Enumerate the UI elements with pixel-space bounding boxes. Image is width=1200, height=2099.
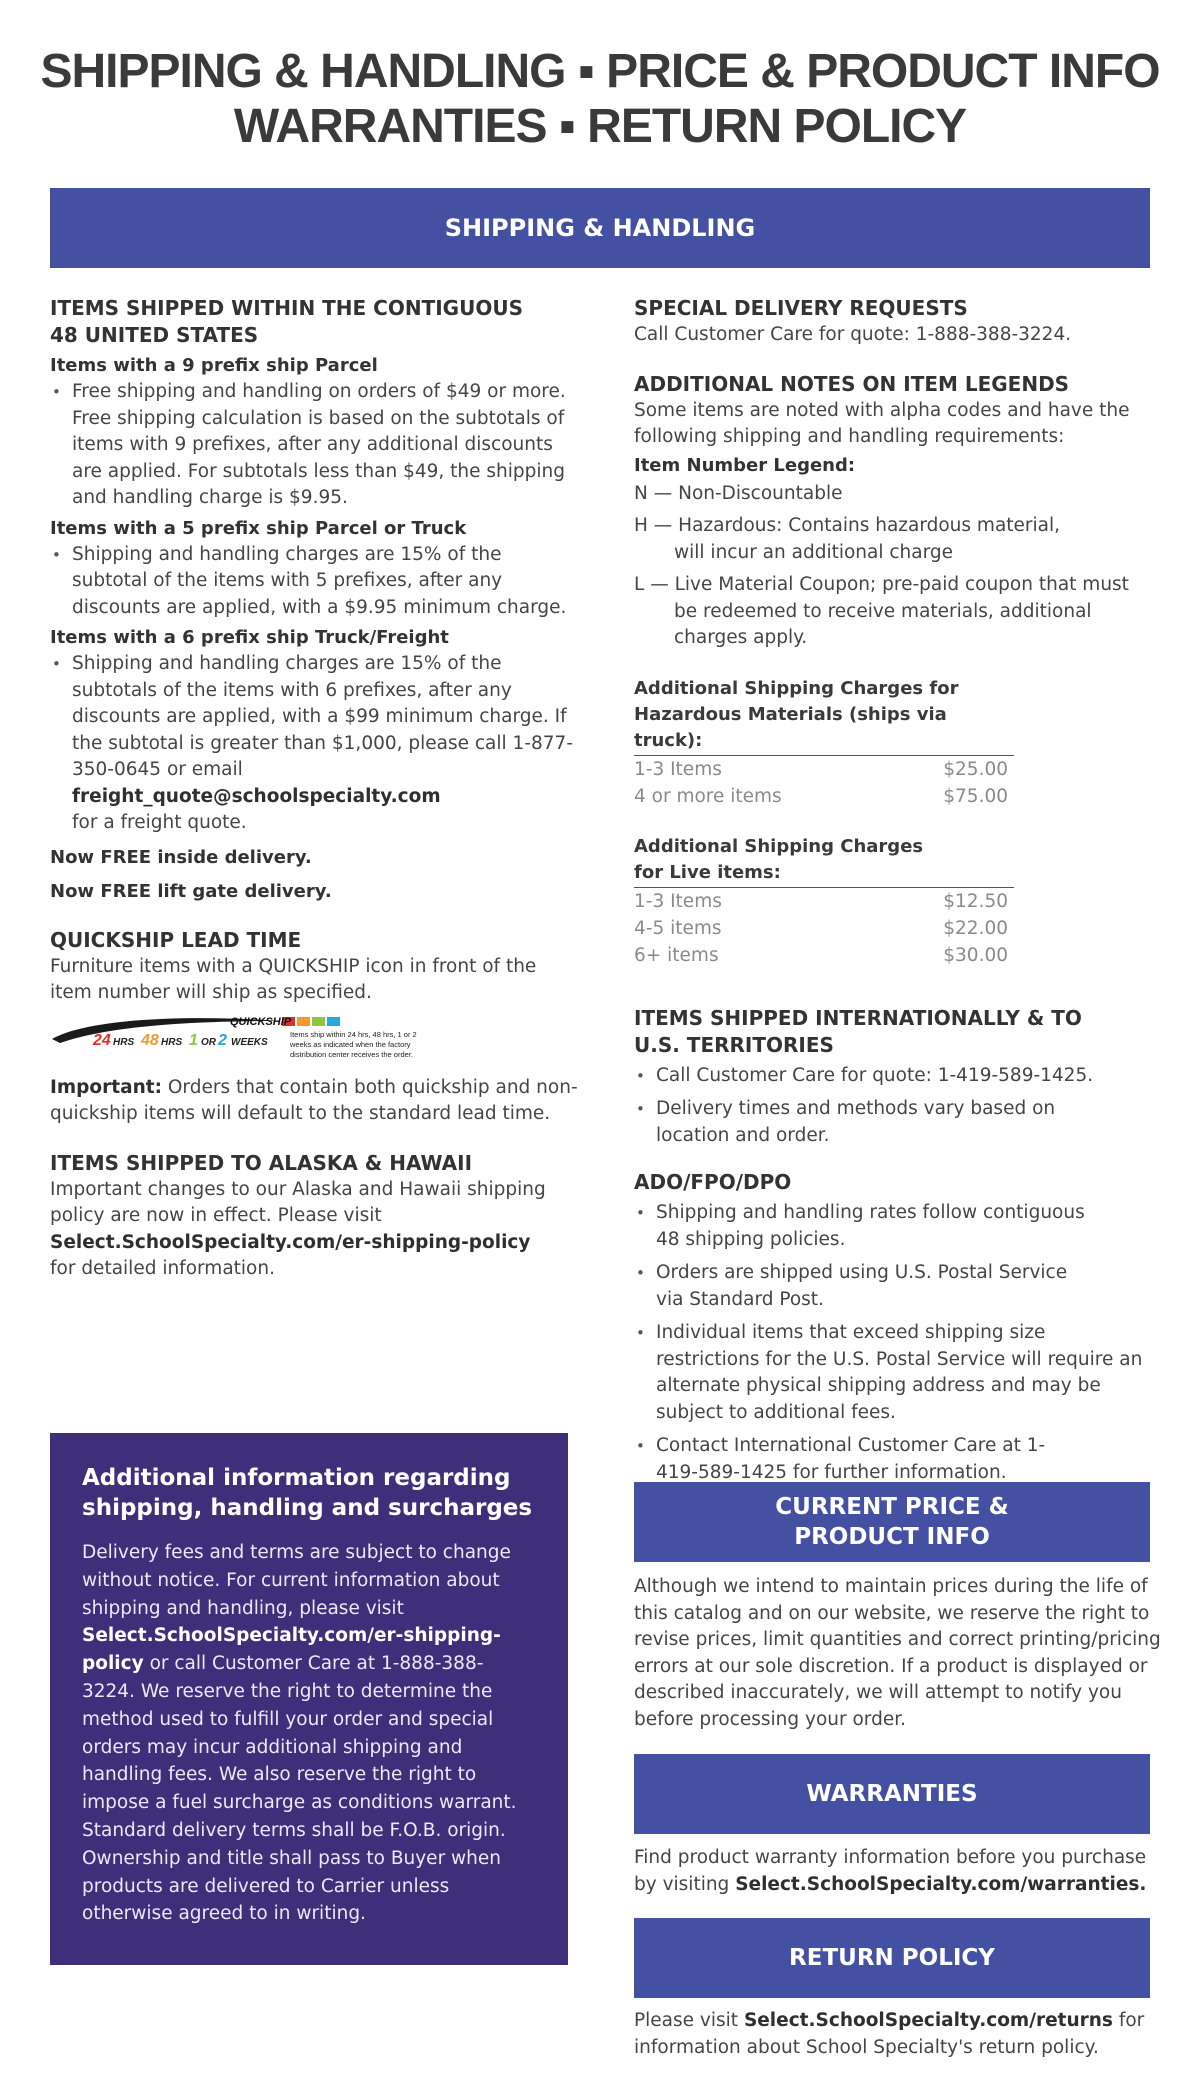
prefix5-list — [50, 542, 580, 622]
page-title-line-2: WARRANTIES ▪ RETURN POLICY — [233, 100, 967, 153]
alaska-link[interactable]: Select.SchoolSpecialty.com/er-shipping-policy — [50, 1231, 531, 1253]
legend-l: L — Live Material Coupon; pre-paid coupon that must be redeemed to receive materials, additional charges apply. — [634, 574, 1129, 648]
apo-list — [634, 1200, 1154, 1486]
live-charges-heading — [634, 834, 1014, 888]
free-inside-delivery: Now FREE inside delivery. — [50, 846, 312, 868]
alaska-text-end: for detailed information. — [50, 1258, 275, 1279]
legend-heading: Item Number Legend: — [634, 454, 856, 476]
quickship-text: Furniture items with a QUICKSHIP icon in front of the item number will ship as specified. — [50, 955, 537, 1003]
left-column — [50, 295, 580, 1283]
special-delivery-heading: SPECIAL DELIVERY REQUESTS — [634, 296, 968, 320]
row-price: $22.00 — [943, 917, 1008, 939]
prefix9-list — [50, 379, 580, 512]
quickship-note-2: weeks as indicated when the factory — [290, 1039, 411, 1049]
row-price: $12.50 — [943, 890, 1008, 912]
contiguous-heading-line-1: ITEMS SHIPPED WITHIN THE CONTIGUOUS — [50, 296, 523, 320]
row-label: 4 or more items — [634, 785, 782, 807]
warranties-link[interactable]: Select.SchoolSpecialty.com/warranties. — [735, 1873, 1147, 1895]
alaska-hawaii-text — [50, 1177, 580, 1283]
quickship-logo-word: QUICKSHIP — [230, 1015, 292, 1028]
freight-email-link[interactable]: freight_quote@schoolspecialty.com — [72, 785, 441, 807]
warranties-text — [634, 1845, 1174, 1898]
row-price: $30.00 — [943, 944, 1008, 966]
prefix9-bullet: • Free shipping and handling on orders of $49 or more. Free shipping calculation is based on the subtotals of items with 9 prefixes, after any additional discounts are applied. For subtotals less than $49, the shipping and handling charge is $9.95. — [50, 379, 580, 512]
contiguous-heading — [50, 295, 580, 349]
quickship-hrs-1: HRS — [113, 1036, 135, 1048]
row-label: 1-3 Items — [634, 890, 722, 912]
table-row — [634, 888, 1014, 915]
quickship-or: OR — [201, 1036, 216, 1048]
international-heading: ITEMS SHIPPED INTERNATIONALLY & TO U.S. TERRITORIES — [634, 1005, 1082, 1057]
prefix5-bullet: • Shipping and handling charges are 15% of the subtotal of the items with 5 prefixes, after any discounts are applied, with a $9.95 minimum charge. — [50, 542, 580, 622]
quickship-note-3: distribution center receives the order. — [290, 1049, 413, 1059]
hazardous-charges-heading — [634, 676, 1014, 756]
apo-heading: ADO/FPO/DPO — [634, 1170, 792, 1194]
hazardous-heading-line-2: Hazardous Materials (ships via truck): — [634, 703, 947, 751]
list-item: • Contact International Customer Care at 1-419-589-1425 for further information. — [634, 1433, 1074, 1486]
item-legends-heading: ADDITIONAL NOTES ON ITEM LEGENDS — [634, 371, 1070, 396]
surcharges-text — [82, 1539, 536, 1928]
hazardous-heading-line-1: Additional Shipping Charges for — [634, 677, 959, 699]
price-banner-line-1: CURRENT PRICE & — [775, 1494, 1009, 1520]
surcharges-text-b: or call Customer Care at 1-888-388-3224. We reserve the right to determine the method used to fulfill your order and special orders may incur additional shipping and handling fees. We also reserve the right to impose a fuel surcharge as conditions warrant. Standard delivery terms shall be F.O.B. origin. Ownership and title shall pass to Buyer when products are delivered to Carrier unless otherwise agreed to in writing. — [82, 1653, 517, 1925]
free-liftgate-delivery: Now FREE lift gate delivery. — [50, 880, 332, 902]
price-banner-line-2: PRODUCT INFO — [794, 1524, 990, 1550]
page-title — [0, 44, 1200, 154]
return-policy-text — [634, 2008, 1154, 2061]
row-label: 1-3 Items — [634, 758, 722, 780]
surcharges-heading: Additional information regarding shipping, handling and surcharges — [82, 1465, 533, 1521]
live-heading-line-1: Additional Shipping Charges — [634, 835, 924, 857]
contiguous-heading-line-2: 48 UNITED STATES — [50, 323, 259, 347]
live-heading-line-2: for Live items: — [634, 861, 781, 883]
return-policy-banner: RETURN POLICY — [634, 1918, 1150, 1998]
price-product-banner — [634, 1482, 1150, 1562]
table-row — [634, 942, 1014, 969]
prefix9-heading: Items with a 9 prefix ship Parcel — [50, 355, 378, 376]
list-item: • Shipping and handling rates follow contiguous 48 shipping policies. — [634, 1200, 1114, 1253]
hazardous-charges-table — [634, 676, 1014, 810]
quickship-weeks: WEEKS — [231, 1036, 268, 1048]
list-item: • Call Customer Care for quote: 1-419-589-1425. — [634, 1063, 1134, 1090]
prefix6-bullet — [50, 651, 580, 837]
legend-h: H — Hazardous: Contains hazardous material, will incur an additional charge — [634, 515, 1061, 563]
returns-text-a: Please visit — [634, 2010, 739, 2031]
quickship-logo — [50, 1015, 470, 1063]
quickship-2: 2 — [218, 1031, 227, 1049]
quickship-48: 48 — [141, 1031, 159, 1049]
live-charges-table — [634, 834, 1014, 969]
quickship-important — [50, 1075, 580, 1128]
shipping-handling-banner: SHIPPING & HANDLING — [50, 188, 1150, 268]
table-row — [634, 915, 1014, 942]
prefix6-heading: Items with a 6 prefix ship Truck/Freight — [50, 627, 449, 648]
important-text: Orders that contain both quickship and non-quickship items will default to the standard lead time. — [50, 1076, 578, 1124]
surcharges-link[interactable]: Select.SchoolSpecialty.com/er-shipping-policy — [82, 1625, 501, 1675]
alaska-hawaii-heading: ITEMS SHIPPED TO ALASKA & HAWAII — [50, 1150, 473, 1175]
surcharges-info-box — [50, 1433, 568, 1965]
returns-link[interactable]: Select.SchoolSpecialty.com/returns — [743, 2010, 1113, 2031]
prefix6-bullet-end: for a freight quote. — [72, 812, 247, 833]
returns-text-b: for information about School Specialty's return policy. — [634, 2010, 1145, 2058]
table-row — [634, 783, 1014, 810]
prefix6-list — [50, 651, 580, 837]
table-row — [634, 756, 1014, 783]
special-delivery-text: Call Customer Care for quote: 1-888-388-3224. — [634, 324, 1072, 345]
page-title-line-1: SHIPPING & HANDLING ▪ PRICE & PRODUCT INFO — [40, 45, 1160, 98]
right-column — [634, 295, 1164, 1486]
international-list — [634, 1063, 1134, 1150]
alaska-text: Important changes to our Alaska and Hawaii shipping policy are now in effect. Please visit — [50, 1178, 546, 1226]
warranties-text-body: Find product warranty information before you purchase by visiting — [634, 1847, 1147, 1895]
important-label: Important: — [50, 1076, 162, 1098]
row-label: 6+ items — [634, 944, 719, 966]
surcharges-text-a: Delivery fees and terms are subject to change without notice. For current information about shipping and handling, please visit — [82, 1542, 511, 1619]
item-legends-text: Some items are noted with alpha codes and have the following shipping and handling requirements: — [634, 399, 1130, 447]
list-item: • Delivery times and methods vary based on location and order. — [634, 1096, 1134, 1149]
row-price: $75.00 — [943, 785, 1008, 807]
quickship-note-1: Items ship within 24 hrs, 48 hrs, 1 or 2 — [290, 1029, 417, 1039]
row-price: $25.00 — [943, 758, 1008, 780]
warranties-banner: WARRANTIES — [634, 1754, 1150, 1834]
list-item: • Orders are shipped using U.S. Postal Service via Standard Post. — [634, 1260, 1094, 1313]
prefix5-heading: Items with a 5 prefix ship Parcel or Truck — [50, 517, 467, 539]
legend-n: N — Non-Discountable — [634, 482, 843, 504]
quickship-24: 24 — [93, 1031, 111, 1049]
row-label: 4-5 items — [634, 917, 722, 939]
quickship-heading: QUICKSHIP LEAD TIME — [50, 927, 302, 952]
quickship-1: 1 — [189, 1031, 198, 1049]
price-product-text: Although we intend to maintain prices during the life of this catalog and on our website, we reserve the right to revise prices, limit quantities and correct printing/pricing errors at our sole discretion. If a product is displayed or described inaccurately, we will attempt to notify you before processing your order. — [634, 1576, 1161, 1730]
quickship-hrs-2: HRS — [161, 1036, 183, 1048]
list-item: • Individual items that exceed shipping size restrictions for the U.S. Postal Service will require an alternate physical shipping address and may be subject to additional fees. — [634, 1320, 1154, 1426]
prefix6-bullet-text: Shipping and handling charges are 15% of the subtotals of the items with 6 prefixes, after any discounts are applied, with a $99 minimum charge. If the subtotal is greater than $1,000, please call 1-877-350-0645 or email — [72, 653, 573, 780]
